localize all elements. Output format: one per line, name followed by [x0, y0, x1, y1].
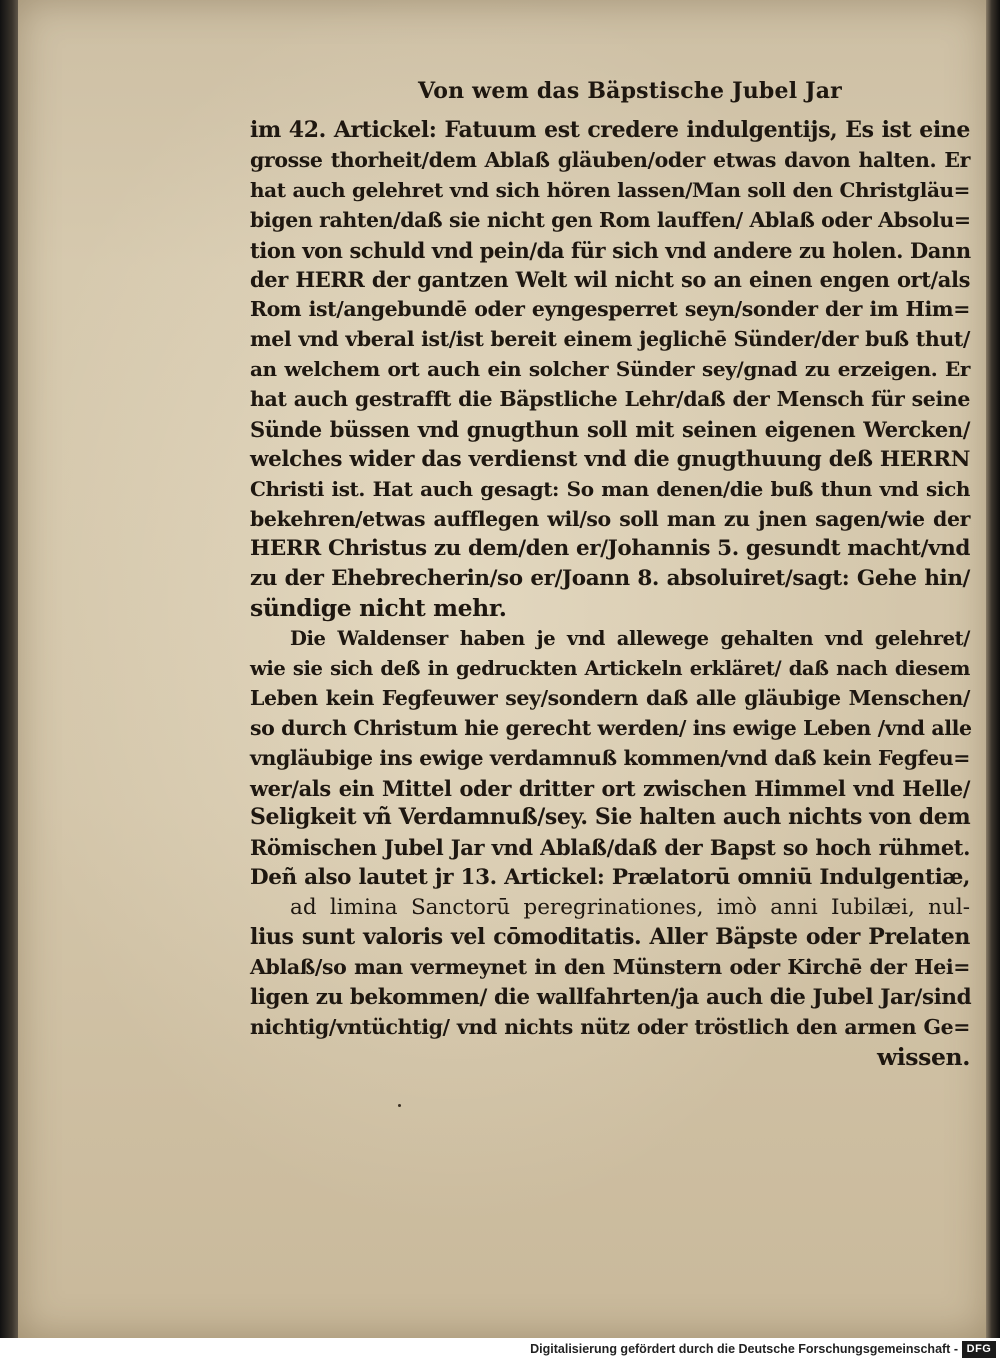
text-line: Ablaß/so man vermeynet in den Münstern oder Kirchē der Hei=	[250, 954, 970, 979]
text-line: wer/als ein Mittel oder dritter ort zwischen Himmel vnd Helle/	[250, 775, 970, 801]
text-line: wie sie sich deß in gedruckten Artickeln erkläret/ daß nach diesem	[250, 657, 970, 681]
text-line: hat auch gelehret vnd sich hören lassen/Man soll den Christgläu=	[250, 177, 970, 202]
text-line: welches wider das verdienst vnd die gnugthuung deß HERRN	[250, 446, 970, 472]
text-line: Sünde büssen vnd gnugthun soll mit seinen eigenen Wercken/	[250, 416, 970, 442]
page-paper	[18, 0, 988, 1338]
text-line: mel vnd vberal ist/ist bereit einem jeglichē Sünder/der buß thut/	[250, 327, 970, 352]
text-line: lius sunt valoris vel cōmoditatis. Aller Bäpste oder Prelaten	[250, 924, 970, 951]
text-line: nichtig/vntüchtig/ vnd nichts nütz oder tröstlich den armen Ge=	[250, 1014, 970, 1039]
text-line: hat auch gestrafft die Bäpstliche Lehr/daß der Mensch für seine	[250, 387, 970, 412]
text-line: sündige nicht mehr.	[250, 594, 507, 623]
text-line: bekehren/etwas aufflegen wil/so soll man zu jnen sagen/wie der	[250, 506, 970, 531]
text-line: Deñ also lautet jr 13. Artickel: Prælatorū omniū Indulgentiæ,	[250, 865, 970, 891]
text-line: grosse thorheit/dem Ablaß gläuben/oder etwas davon halten. Er	[250, 147, 970, 172]
dfg-logo: DFG	[962, 1341, 996, 1358]
text-line: im 42. Artickel: Fatuum est credere indulgentijs, Es ist eine	[250, 117, 970, 143]
text-line: HERR Christus zu dem/den er/Johannis 5. gesundt macht/vnd	[250, 536, 970, 562]
text-line: zu der Ehebrecherin/so er/Joann 8. absoluiret/sagt: Gehe hin/	[250, 566, 970, 592]
text-line: Christi ist. Hat auch gesagt: So man denen/die buß thun vnd sich	[250, 476, 970, 501]
text-line: Leben kein Fegfeuwer sey/sondern daß alle gläubige Menschen/	[250, 685, 970, 710]
text-line: ad limina Sanctorū peregrinationes, imò anni Iubilæi, nul-	[290, 895, 970, 921]
text-line: tion von schuld vnd pein/da für sich vnd andere zu holen. Dann	[250, 237, 971, 263]
text-line: Seligkeit vñ Verdamnuß/sey. Sie halten auch nichts von dem	[250, 804, 971, 831]
ink-speck	[398, 1104, 401, 1107]
text-line: wissen.	[876, 1042, 970, 1071]
text-line: Die Waldenser haben je vnd allewege gehalten vnd gelehret/	[290, 627, 970, 651]
text-line: Rom ist/angebundē oder eyngesperret seyn/sonder der im Him=	[250, 297, 970, 322]
text-line: der HERR der gantzen Welt wil nicht so an einen engen ort/als	[250, 267, 970, 293]
scan-edge-left	[0, 0, 20, 1362]
text-line: ligen zu bekommen/ die wallfahrten/ja auch die Jubel Jar/sind	[250, 984, 972, 1010]
text-line: vngläubige ins ewige verdamnuß kommen/vnd daß kein Fegfeu=	[250, 745, 970, 770]
text-line: an welchem ort auch ein solcher Sünder sey/gnad zu erzeigen. Er	[250, 357, 970, 382]
text-block	[250, 116, 970, 1073]
scan-edge-right	[986, 0, 1000, 1362]
text-line: Römischen Jubel Jar vnd Ablaß/daß der Bapst so hoch rühmet.	[250, 835, 970, 861]
digitization-credit: Digitalisierung gefördert durch die Deutsche Forschungsgemeinschaft -	[530, 1342, 958, 1356]
text-line: so durch Christum hie gerecht werden/ ins ewige Leben /vnd alle	[250, 715, 972, 740]
footer-bar	[0, 1338, 1000, 1362]
text-line: bigen rahten/daß sie nicht gen Rom lauffen/ Ablaß oder Absolu=	[250, 207, 971, 232]
running-head: Von wem das Bäpstische Jubel Jar	[418, 78, 842, 104]
